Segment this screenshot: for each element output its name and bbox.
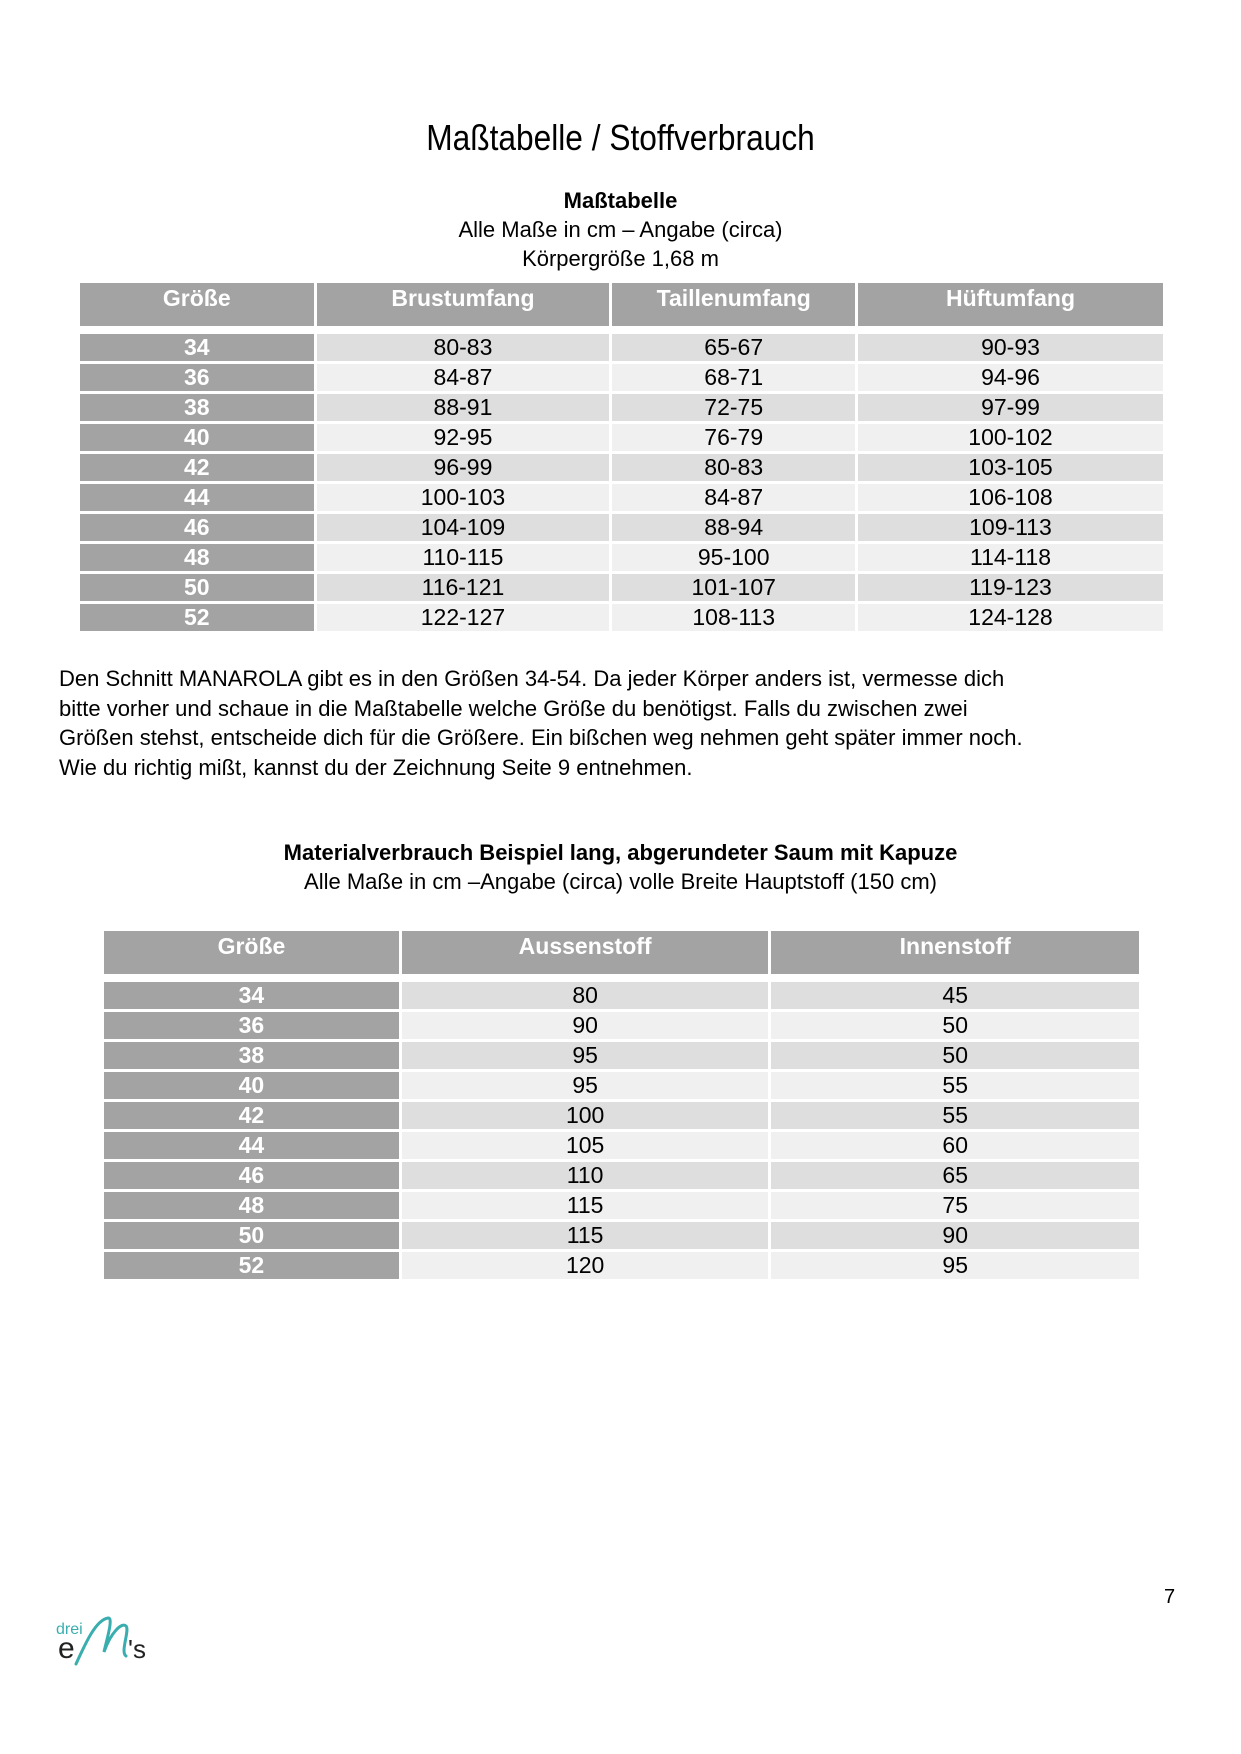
value-cell: 92-95 [317,424,610,451]
size-cell: 50 [80,574,314,601]
table-row [80,484,1163,511]
value-cell: 55 [771,1072,1139,1099]
spacer-cell [858,329,1163,331]
size-cell: 48 [104,1192,399,1219]
value-cell: 109-113 [858,514,1163,541]
logo-apostrophe-s: 's [128,1634,146,1664]
size-table-subtitle-2: Körpergröße 1,68 m [522,246,719,271]
value-cell: 72-75 [612,394,855,421]
value-cell: 95 [771,1252,1139,1279]
page-title: Maßtabelle / Stoffverbrauch [426,117,815,158]
value-cell: 90 [402,1012,769,1039]
table-row [104,1042,1139,1069]
size-cell: 38 [80,394,314,421]
value-cell: 116-121 [317,574,610,601]
value-cell: 76-79 [612,424,855,451]
drei-ems-logo-icon [56,1612,166,1668]
table-row [80,394,1163,421]
size-cell: 50 [104,1222,399,1249]
size-cell: 34 [80,334,314,361]
value-cell: 50 [771,1012,1139,1039]
size-cell: 42 [104,1102,399,1129]
value-cell: 97-99 [858,394,1163,421]
table-row [104,982,1139,1009]
logo-small-text: drei [56,1621,83,1638]
table-row [80,334,1163,361]
size-cell: 36 [104,1012,399,1039]
size-table-header-row [80,283,1163,326]
size-cell: 38 [104,1042,399,1069]
paragraph-line: Den Schnitt MANAROLA gibt es in den Größen 34-54. Da jeder Körper anders ist, vermesse dich [59,666,1005,691]
paragraph-line: Wie du richtig mißt, kannst du der Zeichnung Seite 9 entnehmen. [59,754,693,780]
table-row [80,424,1163,451]
spacer-cell [104,977,399,979]
value-cell: 90 [771,1222,1139,1249]
table-row [104,1162,1139,1189]
table-row [80,604,1163,631]
value-cell: 65-67 [612,334,855,361]
size-cell: 42 [80,454,314,481]
value-cell: 80-83 [317,334,610,361]
value-cell: 120 [402,1252,769,1279]
table-row [80,544,1163,571]
value-cell: 110 [402,1162,769,1189]
value-cell: 88-94 [612,514,855,541]
table-row [80,514,1163,541]
size-cell: 44 [80,484,314,511]
value-cell: 88-91 [317,394,610,421]
value-cell: 124-128 [858,604,1163,631]
table-row [80,454,1163,481]
size-cell: 40 [80,424,314,451]
size-cell: 44 [104,1132,399,1159]
column-header-size: Größe [80,283,314,326]
paragraph-line: bitte vorher und schaue in die Maßtabelle welche Größe du benötigst. Falls du zwischen zwei [59,695,968,721]
value-cell: 65 [771,1162,1139,1189]
table-row [104,1192,1139,1219]
value-cell: 80 [402,982,769,1009]
value-cell: 122-127 [317,604,610,631]
value-cell: 45 [771,982,1139,1009]
spacer-cell [317,329,610,331]
table-row [104,1222,1139,1249]
value-cell: 96-99 [317,454,610,481]
size-table-subtitle-1: Alle Maße in cm – Angabe (circa) [458,217,783,242]
column-header-waist: Taillenumfang [612,283,855,326]
table-row [104,1252,1139,1279]
value-cell: 50 [771,1042,1139,1069]
table-row [80,364,1163,391]
size-cell: 48 [80,544,314,571]
value-cell: 115 [402,1192,769,1219]
header-spacer [104,977,1139,979]
value-cell: 119-123 [858,574,1163,601]
material-table-header-row [104,931,1139,974]
column-header-size: Größe [104,931,399,974]
value-cell: 95-100 [612,544,855,571]
spacer-cell [612,329,855,331]
value-cell: 108-113 [612,604,855,631]
value-cell: 100 [402,1102,769,1129]
column-header-bust: Brustumfang [317,283,610,326]
value-cell: 106-108 [858,484,1163,511]
material-table [101,928,1142,1282]
page-number: 7 [1164,1586,1176,1608]
value-cell: 110-115 [317,544,610,571]
value-cell: 80-83 [612,454,855,481]
value-cell: 115 [402,1222,769,1249]
value-cell: 103-105 [858,454,1163,481]
value-cell: 84-87 [612,484,855,511]
spacer-cell [80,329,314,331]
table-row [104,1012,1139,1039]
size-cell: 52 [104,1252,399,1279]
value-cell: 90-93 [858,334,1163,361]
value-cell: 68-71 [612,364,855,391]
material-table-heading: Materialverbrauch Beispiel lang, abgerundeter Saum mit Kapuze [283,840,958,865]
value-cell: 55 [771,1102,1139,1129]
size-cell: 34 [104,982,399,1009]
size-cell: 46 [80,514,314,541]
value-cell: 105 [402,1132,769,1159]
value-cell: 94-96 [858,364,1163,391]
value-cell: 100-102 [858,424,1163,451]
material-table-heading-block [0,838,1241,896]
size-advice-paragraph [59,664,1189,782]
value-cell: 95 [402,1072,769,1099]
value-cell: 104-109 [317,514,610,541]
brand-logo [56,1612,166,1668]
material-table-subtitle: Alle Maße in cm –Angabe (circa) volle Breite Hauptstoff (150 cm) [304,869,937,894]
value-cell: 84-87 [317,364,610,391]
spacer-cell [402,977,769,979]
column-header-outer-fabric: Aussenstoff [402,931,769,974]
size-table-heading-block [0,186,1241,273]
column-header-hip: Hüftumfang [858,283,1163,326]
value-cell: 100-103 [317,484,610,511]
size-table-heading: Maßtabelle [563,188,678,213]
logo-m-stroke [76,1618,127,1664]
value-cell: 60 [771,1132,1139,1159]
value-cell: 75 [771,1192,1139,1219]
logo-e: e [58,1632,75,1665]
table-row [104,1132,1139,1159]
paragraph-line: Größen stehst, entscheide dich für die Größere. Ein bißchen weg nehmen geht später immer noch. [59,725,1023,750]
value-cell: 95 [402,1042,769,1069]
size-table [77,280,1166,634]
table-row [104,1072,1139,1099]
table-row [104,1102,1139,1129]
size-cell: 40 [104,1072,399,1099]
column-header-inner-fabric: Innenstoff [771,931,1139,974]
size-cell: 46 [104,1162,399,1189]
size-cell: 52 [80,604,314,631]
header-spacer [80,329,1163,331]
spacer-cell [771,977,1139,979]
value-cell: 101-107 [612,574,855,601]
value-cell: 114-118 [858,544,1163,571]
table-row [80,574,1163,601]
size-cell: 36 [80,364,314,391]
